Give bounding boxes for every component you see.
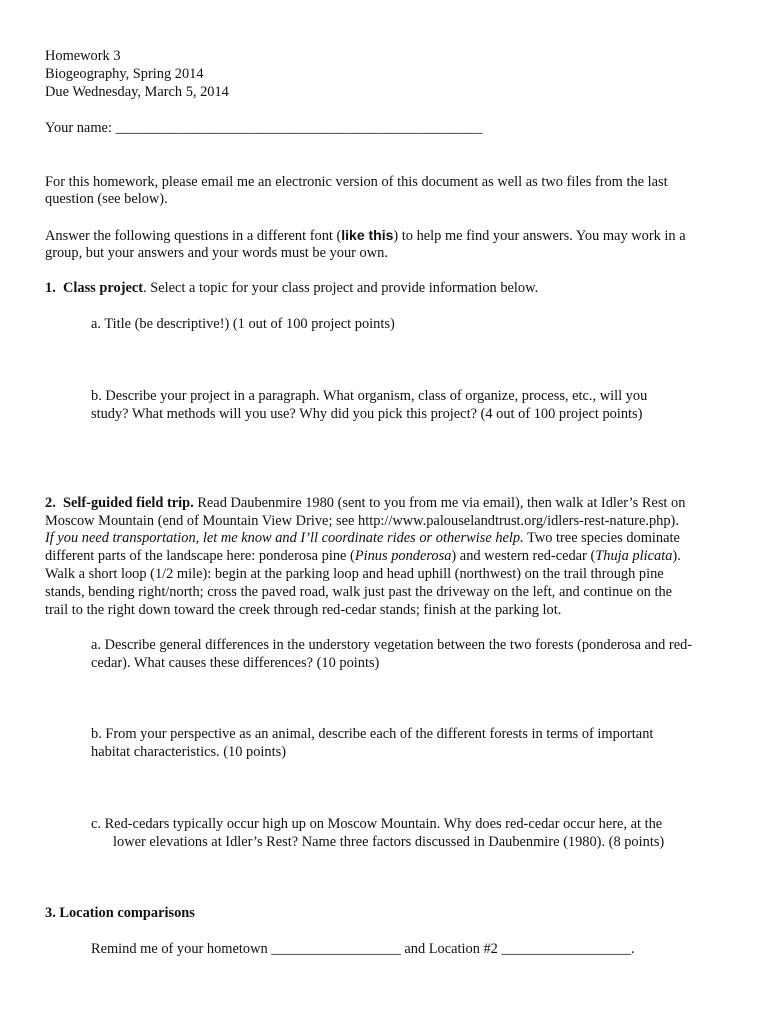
question-3-hometown-line: Remind me of your hometown __________________ and Location #2 __________________. <box>91 941 635 957</box>
intro-paragraph-line-2: question (see below). <box>45 191 168 207</box>
question-2-title: Self-guided field trip. <box>63 495 194 511</box>
question-2-line-4 <box>45 547 681 565</box>
question-1b-line-1: b. Describe your project in a paragraph. What organism, class of organize, process, etc., will you <box>91 388 648 404</box>
question-1-number: 1. <box>45 280 56 296</box>
doc-title: Homework 3 <box>45 48 121 64</box>
question-2a-line-2: cedar). What causes these differences? (10 points) <box>91 655 380 671</box>
question-1-description: . Select a topic for your class project and provide information below. <box>143 280 539 296</box>
question-2-line-5: Walk a short loop (1/2 mile): begin at the parking loop and head uphill (northwest) on the trail through pine <box>45 566 664 582</box>
font-example: like this <box>341 227 394 243</box>
species-name-cedar: Thuja plicata <box>595 548 673 564</box>
question-2-text: Read Daubenmire 1980 (sent to you from me via email), then walk at Idler’s Rest on <box>193 495 686 511</box>
question-2-line-3-rest: Two tree species dominate <box>523 530 680 546</box>
question-3-heading: 3. Location comparisons <box>45 905 195 921</box>
instructions-text-cont: ) to help me find your answers. You may work in a <box>393 228 686 244</box>
instructions-line-2: group, but your answers and your words must be your own. <box>45 245 388 261</box>
question-1b-line-2: study? What methods will you use? Why did you pick this project? (4 out of 100 project points) <box>91 406 643 422</box>
name-field-line: Your name: ___________________________________________________ <box>45 120 483 136</box>
question-2a-line-1: a. Describe general differences in the understory vegetation between the two forests (ponderosa and red- <box>91 637 693 653</box>
species-text: different parts of the landscape here: ponderosa pine ( <box>45 548 355 564</box>
question-2-line-6: stands, bending right/north; cross the paved road, walk just past the driveway on the left, and continue on the <box>45 584 673 600</box>
question-2-line-2: Moscow Mountain (end of Mountain View Drive; see http://www.palouselandtrust.org/idlers-rest-nature.php). <box>45 513 679 529</box>
transportation-note: If you need transportation, let me know and I’ll coordinate rides or otherwise help. <box>45 530 524 546</box>
species-text-end: ). <box>672 548 681 564</box>
question-2-line-1 <box>45 494 685 512</box>
question-2b-line-2: habitat characteristics. (10 points) <box>91 744 287 760</box>
question-2-number: 2. <box>45 495 56 511</box>
due-date: Due Wednesday, March 5, 2014 <box>45 84 229 100</box>
question-1-heading <box>45 279 538 297</box>
intro-paragraph-line-1: For this homework, please email me an electronic version of this document as well as two files from the last <box>45 174 668 190</box>
question-2-line-3 <box>45 529 680 547</box>
question-2b-line-1: b. From your perspective as an animal, describe each of the different forests in terms of important <box>91 726 654 742</box>
course-name: Biogeography, Spring 2014 <box>45 66 204 82</box>
instructions-text: Answer the following questions in a different font ( <box>45 228 342 244</box>
question-1a: a. Title (be descriptive!) (1 out of 100 project points) <box>91 316 395 332</box>
instructions-line-1 <box>45 226 686 245</box>
species-text-mid: ) and western red-cedar ( <box>451 548 596 564</box>
question-2c-line-2: lower elevations at Idler’s Rest? Name three factors discussed in Daubenmire (1980). (8 points) <box>113 834 665 850</box>
species-name-pine: Pinus ponderosa <box>354 548 452 564</box>
question-1-title: Class project <box>63 280 144 296</box>
question-2c-line-1: c. Red-cedars typically occur high up on Moscow Mountain. Why does red-cedar occur here, at the <box>91 816 663 832</box>
question-2-line-7: trail to the right down toward the creek through red-cedar stands; finish at the parking lot. <box>45 602 562 618</box>
